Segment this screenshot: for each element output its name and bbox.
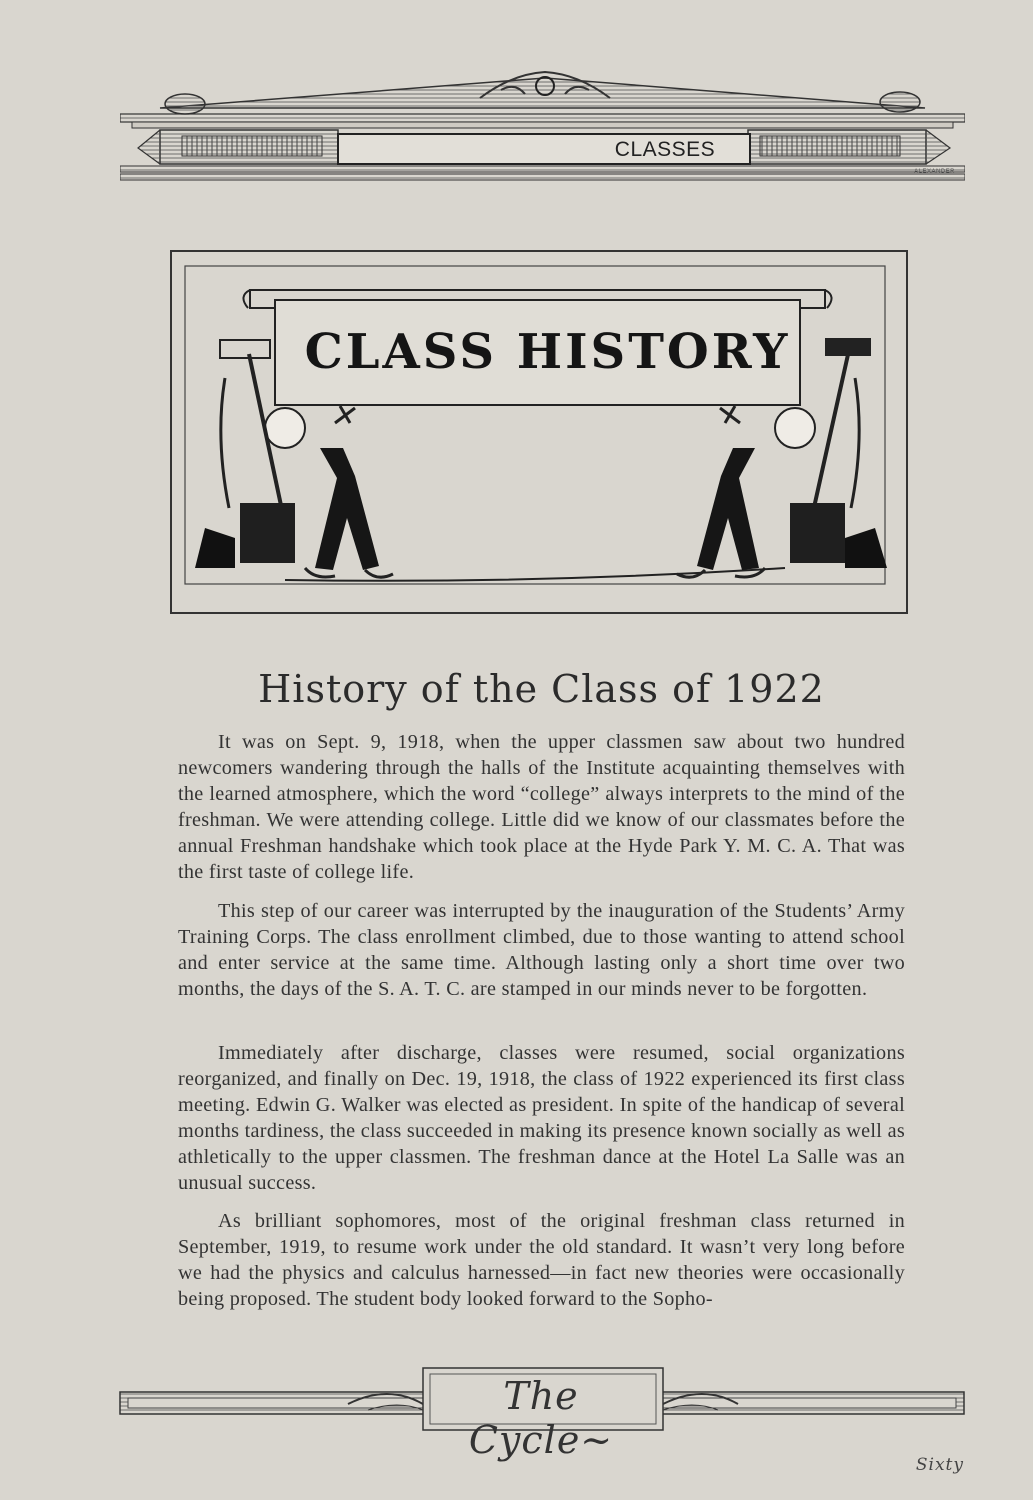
article-title: History of the Class of 1922	[258, 667, 825, 711]
section-label: CLASSES	[614, 138, 716, 161]
header-ornament	[120, 68, 965, 184]
article-paragraph: As brilliant sophomores, most of the original freshman class returned in September, 1919, to resume work under the old standard. It wasn’t very long before we had the physics and calculus harnessed—in fact new theories were occasionally being proposed. The student body looked forward to the Sopho-	[178, 1210, 905, 1311]
artist-signature: ALEXANDER	[914, 169, 955, 175]
article-paragraph: It was on Sept. 9, 1918, when the upper classmen saw about two hundred newcomers wandering through the halls of the Institute acquainting themselves with the learned atmosphere, which the word “college” always interprets to the mind of the freshman. We were attending college. Little did we know of our classmates before the annual Freshman handshake which took place at the Hyde Park Y. M. C. A. That was the first taste of college life.	[178, 731, 905, 884]
illustration-drawing	[165, 248, 910, 616]
article-paragraph: This step of our career was interrupted by the inauguration of the Students’ Army Training Corps. The class enrollment climbed, due to those wanting to attend school and enter service at the same time. Although lasting only a short time over two months, the days of the S. A. T. C. are stamped in our minds never to be forgotten.	[178, 900, 905, 1001]
page-number: Sixty	[915, 1455, 964, 1475]
yearbook-title: The Cycle~	[468, 1374, 614, 1462]
footer-banner	[118, 1364, 966, 1462]
banner-title: CLASS HISTORY	[304, 324, 791, 380]
article-paragraph: Immediately after discharge, classes were resumed, social organizations reorganized, and finally on Dec. 19, 1918, the class of 1922 experienced its first class meeting. Edwin G. Walker was elected as president. In spite of the handicap of several months tardiness, the class succeeded in making its presence known socially as well as athletically to the upper classmen. The freshman dance at the Hotel La Salle was an unusual success.	[178, 1042, 905, 1195]
header-banner	[120, 68, 965, 184]
class-history-illustration	[165, 248, 910, 616]
